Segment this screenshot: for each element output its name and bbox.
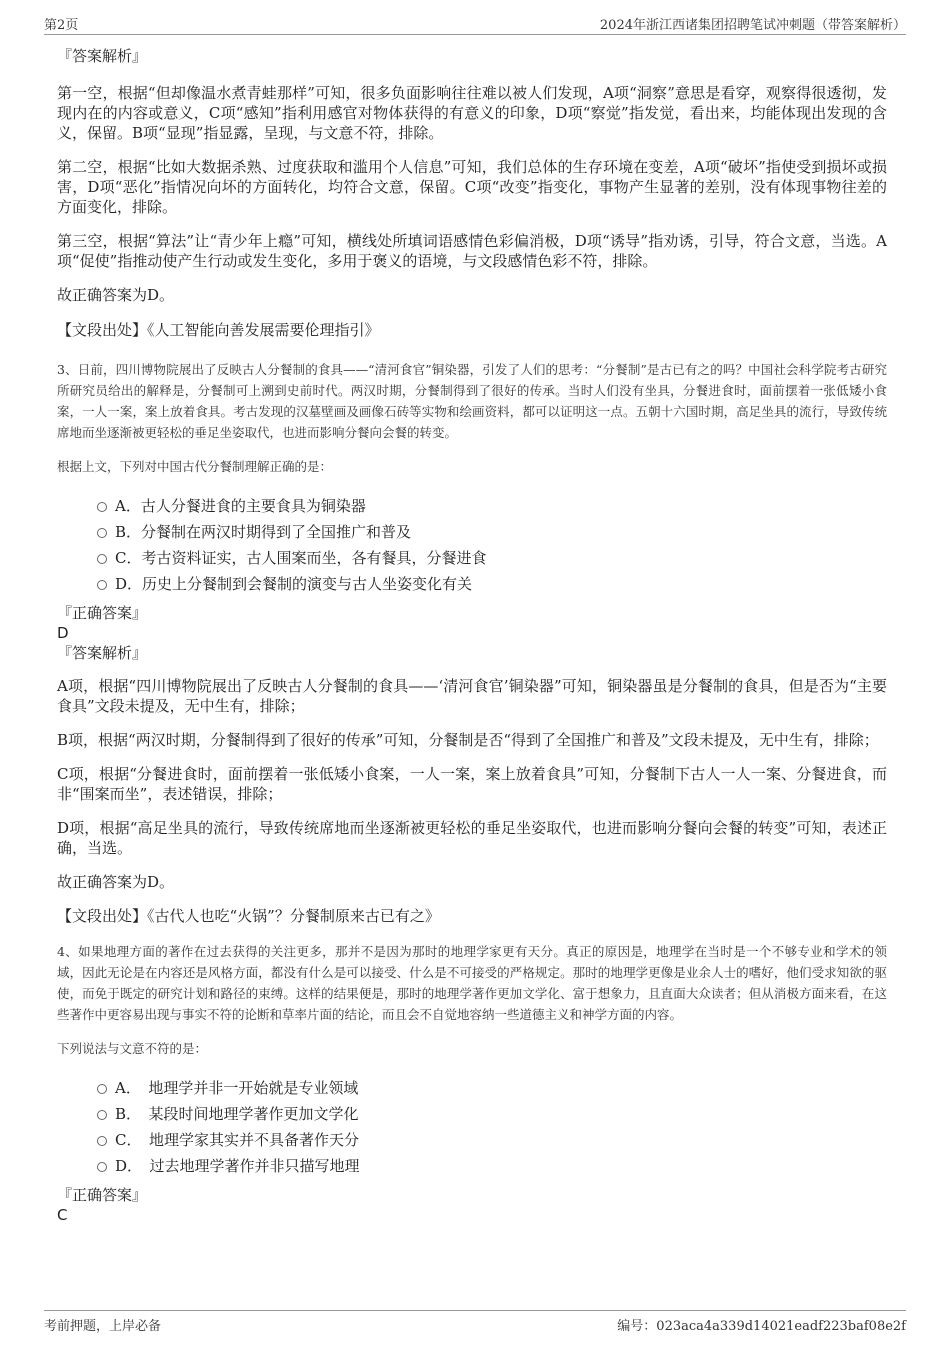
q3-source: 【文段出处】《古代人也吃“火锅”？分餐制原来古已有之》 (57, 907, 440, 925)
q3-options (57, 493, 887, 597)
q3-analysis-a: A项，根据“四川博物院展出了反映古人分餐制的食具——‘清河食官’铜染器”可知，铜染器虽是分餐制的食具，但是否为“主要食具”文段未提及，无中生有，排除； (57, 677, 887, 715)
q3-option-b[interactable] (57, 519, 887, 545)
q2-analysis-blank-3: 第三空，根据“算法”让“青少年上瘾”可知，横线处所填词语感情色彩偏消极，D项“诱导”指劝诱，引导，符合文意，当选。A项“促使”指推动使产生行动或发生变化，多用于褒义的语境，与文段感情色彩不符，排除。 (57, 232, 887, 270)
q3-analysis-label: 『答案解析』 (57, 644, 148, 662)
q4-option-c-label: C． 地理学家其实并不具备著作天分 (115, 1131, 359, 1149)
q2-source: 【文段出处】《人工智能向善发展需要伦理指引》 (57, 321, 380, 339)
q3-question: 根据上文，下列对中国古代分餐制理解正确的是： (57, 459, 333, 474)
q3-analysis-b: B项，根据“两汉时期，分餐制得到了很好的传承”可知，分餐制是否“得到了全国推广和普及”文段未提及，无中生有，排除； (57, 731, 879, 749)
radio-icon[interactable] (97, 502, 107, 512)
q3-analysis-c: C项，根据“分餐进食时，面前摆着一张低矮小食案，一人一案，案上放着食具”可知，分餐制下古人一人一案、分餐进食，而非“围案而坐”，表述错误，排除； (57, 765, 887, 803)
radio-icon[interactable] (97, 554, 107, 564)
page-content (57, 44, 887, 1225)
page-footer (44, 1310, 906, 1337)
radio-icon[interactable] (97, 1084, 107, 1094)
radio-icon[interactable] (97, 528, 107, 538)
radio-icon[interactable] (97, 1162, 107, 1172)
q4-correct-label: 『正确答案』 (57, 1186, 148, 1204)
radio-icon[interactable] (97, 1110, 107, 1120)
q3-option-c-label: C．考古资料证实，古人围案而坐，各有餐具，分餐进食 (115, 549, 487, 567)
q4-option-b[interactable] (57, 1101, 887, 1127)
page-number: 第2页 (44, 18, 79, 33)
q2-analysis-blank-1: 第一空，根据“但却像温水煮青蛙那样”可知，很多负面影响往往难以被人们发现，A项“洞察”意思是看穿，观察得很透彻，发现内在的内容或意义，C项“感知”指利用感官对物体获得的有意义的印象，D项“察觉”指发觉，看出来，均能体现出发现的含义，保留。B项“显现”指显露，呈现，与文意不符，排除。 (57, 84, 887, 142)
q3-correct-label: 『正确答案』 (57, 604, 148, 622)
q3-option-a-label: A．古人分餐进食的主要食具为铜染器 (115, 497, 366, 515)
q3-correct-answer: D (57, 624, 69, 642)
q4-option-c[interactable] (57, 1127, 887, 1153)
q3-stem: 3、日前，四川博物院展出了反映古人分餐制的食具——“清河食官”铜染器，引发了人们的思考：“分餐制”是古已有之的吗？中国社会科学院考古研究所研究员给出的解释是，分餐制可上溯到史前时代。两汉时期，分餐制得到了很好的传承。当时人们没有坐具，分餐进食时，面前摆着一张低矮小食案，一人一案，案上放着食具。考古发现的汉墓壁画及画像石砖等实物和绘画资料，都可以证明这一点。五朝十六国时期，高足坐具的流行，导致传统席地而坐逐渐被更轻松的垂足坐姿取代，也进而影响分餐向会餐的转变。 (57, 362, 887, 440)
footer-slogan: 考前押题，上岸必备 (44, 1319, 162, 1334)
q4-option-a-label: A． 地理学并非一开始就是专业领域 (115, 1079, 359, 1097)
q4-option-d[interactable] (57, 1153, 887, 1179)
q4-option-b-label: B． 某段时间地理学著作更加文学化 (115, 1105, 359, 1123)
q4-option-d-label: D． 过去地理学著作并非只描写地理 (115, 1157, 360, 1175)
q2-conclusion: 故正确答案为D。 (57, 286, 175, 304)
q4-options (57, 1075, 887, 1179)
q4-option-a[interactable] (57, 1075, 887, 1101)
q3-option-b-label: B．分餐制在两汉时期得到了全国推广和普及 (115, 523, 412, 541)
q3-analysis-d: D项，根据“高足坐具的流行，导致传统席地而坐逐渐被更轻松的垂足坐姿取代，也进而影响分餐向会餐的转变”可知，表述正确，当选。 (57, 819, 887, 857)
q2-analysis-blank-2: 第二空，根据“比如大数据杀熟、过度获取和滥用个人信息”可知，我们总体的生存环境在变差，A项“破坏”指使受到损坏或损害，D项“恶化”指情况向坏的方面转化，均符合文意，保留。C项“改变”指变化，事物产生显著的差别，没有体现事物往差的方面变化，排除。 (57, 158, 887, 216)
q4-stem: 4、如果地理方面的著作在过去获得的关注更多，那并不是因为那时的地理学家更有天分。真正的原因是，地理学在当时是一个不够专业和学术的领域，因此无论是在内容还是风格方面，都没有什么是可以接受、什么是不可接受的严格规定。那时的地理学更像是业余人士的嗜好，他们受求知欲的驱使，而免于既定的研究计划和路径的束缚。这样的结果便是，那时的地理学著作更加文学化、富于想象力，且直面大众读者；但从消极方面来看，在这些著作中更容易出现与事实不符的论断和草率片面的结论，而且会不自觉地容纳一些道德主义和神学方面的内容。 (57, 944, 887, 1022)
q2-analysis-label: 『答案解析』 (57, 47, 148, 65)
radio-icon[interactable] (97, 580, 107, 590)
radio-icon[interactable] (97, 1136, 107, 1146)
q3-conclusion: 故正确答案为D。 (57, 873, 175, 891)
q3-option-d[interactable] (57, 571, 887, 597)
q4-correct-answer: C (57, 1206, 68, 1224)
page-header (44, 12, 906, 35)
q3-option-d-label: D．历史上分餐制到会餐制的演变与古人坐姿变化有关 (115, 575, 473, 593)
document-title: 2024年浙江西诸集团招聘笔试冲刺题（带答案解析） (599, 18, 906, 33)
q3-option-a[interactable] (57, 493, 887, 519)
document-code: 编号：023aca4a339d14021eadf223baf08e2f (617, 1319, 906, 1334)
q3-option-c[interactable] (57, 545, 887, 571)
q4-question: 下列说法与文意不符的是： (57, 1041, 208, 1056)
